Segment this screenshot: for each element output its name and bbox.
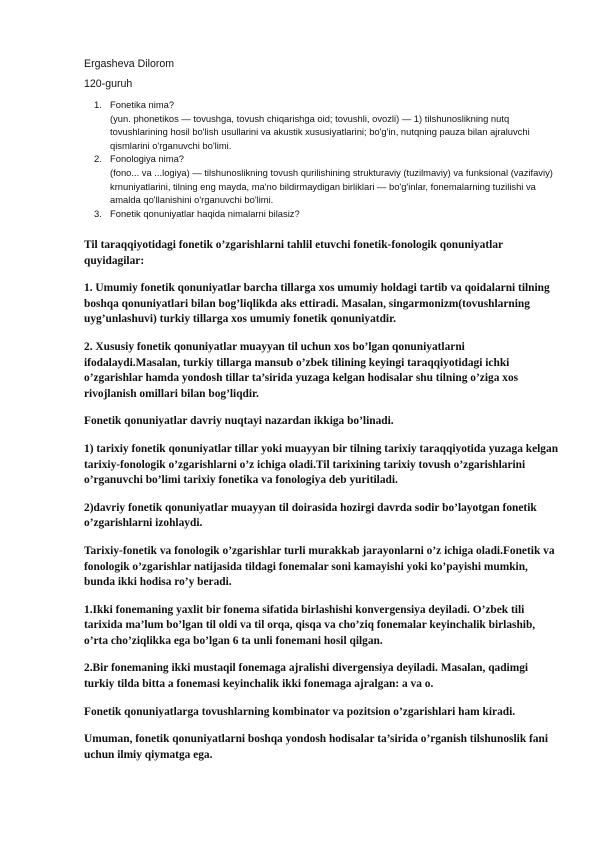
list-number: 1. bbox=[94, 99, 102, 110]
question-answer: (yun. phonetikos — tovushga, tovush chiqarishga oid; tovushli, ovozli) — 1) tilshunoslikning nutq tovushlarining hosil bo'lish usullarini va akustik xususiyatlarini; bo'g'in, nutqning pauza bilan ajraluvchi qismlarini o'rganuvchi bo'limi. bbox=[110, 112, 530, 151]
paragraph: 2. Xususiy fonetik qonuniyatlar muayyan til uchun xos bo’lgan qonuniyatlarni ifodalaydi.Masalan, turkiy tillarga mansub o’zbek tilining keyingi taraqqiyotidagi ichki o’zgarishlar hamda yondosh tillar ta’sirida yuzaga kelgan hodisalar shu tilning o’ziga xos rivojlanish omillari bilan bog’liqdir. bbox=[84, 340, 519, 400]
group-label: 120-guruh bbox=[84, 78, 133, 90]
list-item bbox=[84, 152, 554, 206]
paragraph: Fonetik qonuniyatlarga tovushlarning kombinator va pozitsion o’zgarishlari ham kiradi. bbox=[84, 705, 516, 718]
paragraph: 1. Umumiy fonetik qonuniyatlar barcha tillarga xos umumiy holdagi tartib va qoidalarni tilning boshqa qonuniyatlari bilan bog’liqlikda aks ettiradi. Masalan, singarmonizm(tovushlarning uyg’unlashuvi) turkiy tillarga xos umumiy fonetik qonuniyatdir. bbox=[84, 282, 550, 326]
list-item bbox=[84, 98, 554, 152]
document-header bbox=[84, 57, 174, 97]
list-number: 3. bbox=[94, 207, 102, 219]
paragraph: Fonetik qonuniyatlar davriy nuqtayi nazardan ikkiga bo’linadi. bbox=[84, 415, 394, 428]
paragraph: 1.Ikki fonemaning yaxlit bir fonema sifatida birlashishi konvergensiya deyiladi. O’zbek tili tarixida ma’lum bo’lgan til oldi va til orqa, qisqa va cho’ziq fonemalar keyinchalik birlashib, o’rta cho’ziqlikka ega bo’lgan 6 ta unli fonemani hosil qilgan. bbox=[84, 603, 536, 647]
question-list bbox=[84, 98, 554, 220]
paragraph: 2)davriy fonetik qonuniyatlar muayyan til doirasida hozirgi davrda sodir bo’layotgan fonetik o’zgarishlarni izohlaydi. bbox=[84, 501, 537, 530]
question-title: Fonetika nima? bbox=[110, 99, 175, 110]
paragraph: Til taraqqiyotidagi fonetik o’zgarishlarni tahlil etuvchi fonetik-fonologik qonuniyatlar quyidagilar: bbox=[84, 239, 503, 267]
question-title: Fonologiya nima? bbox=[110, 153, 185, 165]
document-body bbox=[84, 238, 560, 775]
paragraph: Tarixiy-fonetik va fonologik o’zgarishlar turli murakkab jarayonlarni o’z ichiga oladi.Fonetik va fonologik o’zgarishlar natijasida tildagi fonemalar soni kamayishi yoki ko’payishi mumkin, bunda ikki hodisa ro’y beradi. bbox=[84, 544, 555, 589]
paragraph: Umuman, fonetik qonuniyatlarni boshqa yondosh hodisalar ta’sirida o’rganish tilshunoslik fani uchun ilmiy qiymatga ega. bbox=[84, 733, 548, 761]
paragraph: 1) tarixiy fonetik qonuniyatlar tillar yoki muayyan bir tilning tarixiy taraqqiyotida yuzaga kelgan tarixiy-fonologik o’zgarishlarni o’z ichiga oladi.Til tarixining tarixiy tovush o’zgarishlarini o’rganuvchi bo’limi tarixiy fonetika va fonologiya deb yuritiladi. bbox=[84, 442, 559, 487]
question-title: Fonetik qonuniyatlar haqida nimalarni bilasiz? bbox=[110, 207, 300, 219]
author-name: Ergasheva Dilorom bbox=[84, 58, 175, 70]
list-item bbox=[84, 207, 554, 221]
question-answer: (fono... va ...logiya) — tilshunoslikning tovush qurilishining strukturaviy (tuzilmaviy) va funksional (vazifaviy) krnuniyatlarini, tilning eng mayda, ma'no bildirmaydigan birliklari — bo'g'inlar, fonemalarning tuzilishi va amalda qo'llanishini o'rganuvchi bo'limi. bbox=[110, 166, 553, 206]
list-number: 2. bbox=[94, 153, 102, 165]
paragraph: 2.Bir fonemaning ikki mustaqil fonemaga ajralishi divergensiya deyiladi. Masalan, qadimgi turkiy tilda bitta a fonemasi keyinchalik ikki fonemaga ajralgan: a va o. bbox=[84, 662, 529, 691]
